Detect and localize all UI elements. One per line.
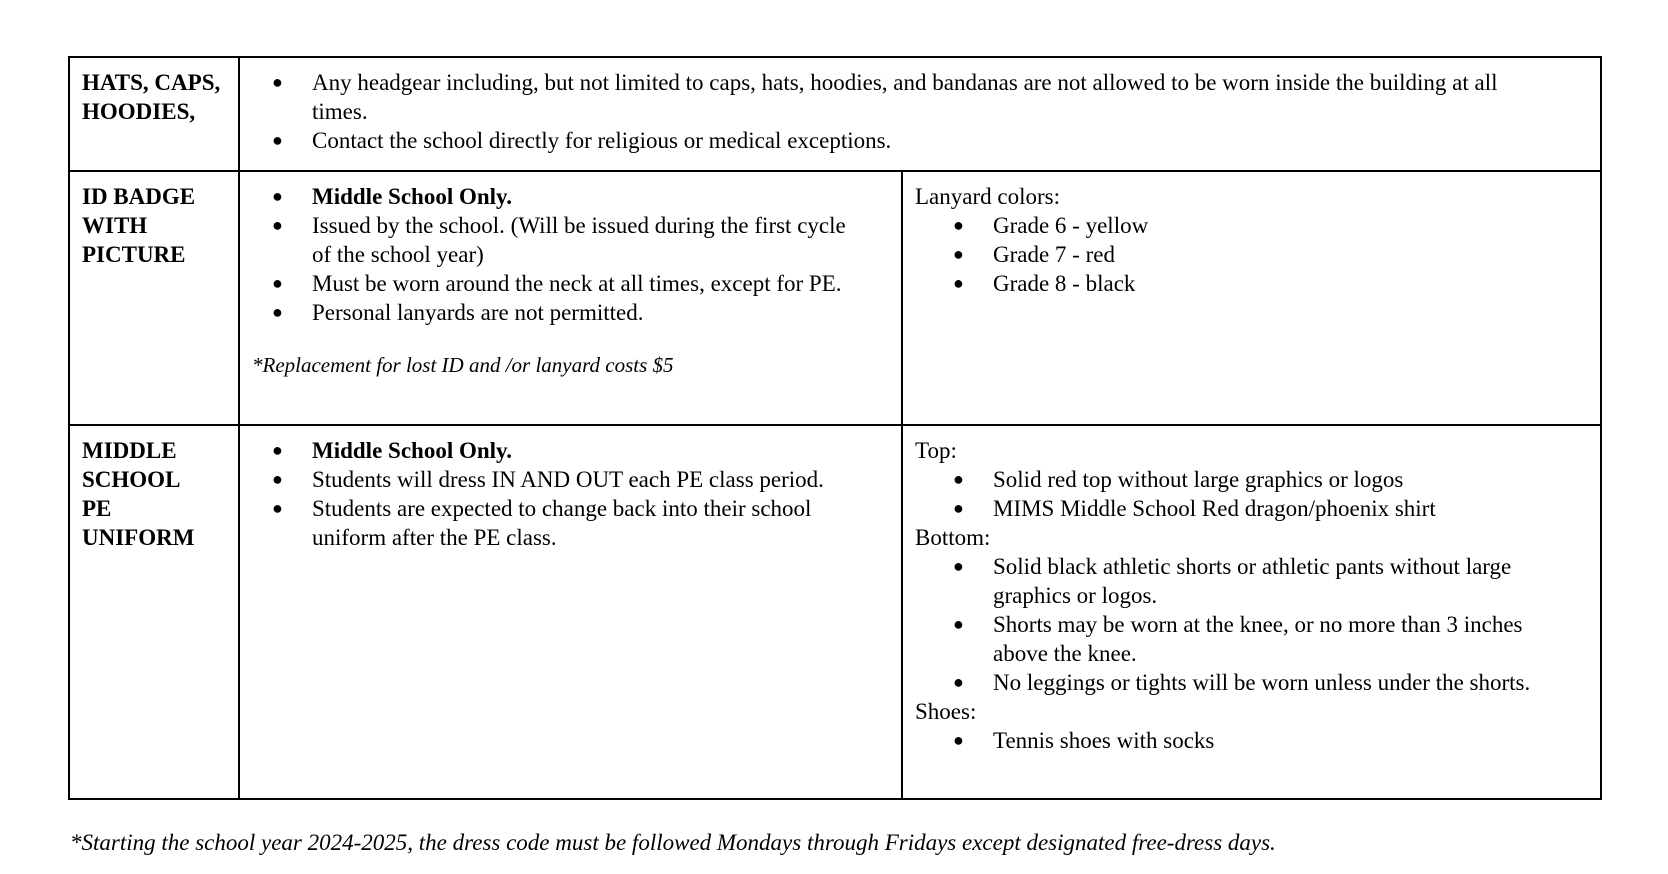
list-item: ● MIMS Middle School Red dragon/phoenix shirt <box>915 494 1540 523</box>
list-item: ● Must be worn around the neck at all times, except for PE. <box>252 269 851 298</box>
list-item: ● Students are expected to change back into their school uniform after the PE class. <box>252 494 851 552</box>
list-item: ● Personal lanyards are not permitted. <box>252 298 851 327</box>
row-label-line: HATS, CAPS, <box>82 70 221 95</box>
row-hats-caps-hoodies <box>69 57 1601 171</box>
replacement-cost-note: *Replacement for lost ID and /or lanyard costs $5 <box>252 353 674 377</box>
row-label-line: WITH <box>82 213 148 238</box>
list-item: ● Grade 8 - black <box>915 269 1588 298</box>
row-label-line: UNIFORM <box>82 525 195 550</box>
row-label-line: PICTURE <box>82 242 186 267</box>
dress-code-table <box>68 56 1602 800</box>
list-item: ● Shorts may be worn at the knee, or no more than 3 inches above the knee. <box>915 610 1540 668</box>
list-item: ● Middle School Only. <box>252 182 851 211</box>
row-label-line: ID BADGE <box>82 184 196 209</box>
list-item: ● Grade 6 - yellow <box>915 211 1588 240</box>
row-label-hats <box>69 57 239 171</box>
list-item: ● Solid black athletic shorts or athletic pants without large graphics or logos. <box>915 552 1540 610</box>
list-item: ● Contact the school directly for religious or medical exceptions. <box>252 126 1530 155</box>
list-item: ● Issued by the school. (Will be issued during the first cycle of the school year) <box>252 211 851 269</box>
top-heading: Top: <box>915 438 957 463</box>
list-item: ● Any headgear including, but not limited to caps, hats, hoodies, and bandanas are not allowed to be worn inside the building at all times. <box>252 68 1530 126</box>
row-label-line: PE <box>82 496 112 521</box>
row-label-line: MIDDLE <box>82 438 177 463</box>
lanyard-colors-cell <box>902 171 1601 425</box>
row-id-badge <box>69 171 1601 425</box>
shoes-heading: Shoes: <box>915 699 977 724</box>
list-item: ● Middle School Only. <box>252 436 851 465</box>
pe-rules-list <box>252 436 851 552</box>
lanyard-colors-list <box>915 211 1588 298</box>
bottom-list <box>915 552 1540 697</box>
id-badge-rules-list <box>252 182 851 327</box>
lanyard-colors-heading: Lanyard colors: <box>915 184 1060 209</box>
row-pe-uniform <box>69 425 1601 799</box>
row-label-id-badge <box>69 171 239 425</box>
row-label-pe-uniform <box>69 425 239 799</box>
top-list <box>915 465 1540 523</box>
list-item: ● Students will dress IN AND OUT each PE class period. <box>252 465 851 494</box>
pe-rules-cell <box>239 425 902 799</box>
hats-rules-cell <box>239 57 1601 171</box>
list-item: ● Solid red top without large graphics or logos <box>915 465 1540 494</box>
id-badge-rules-cell <box>239 171 902 425</box>
row-label-line: HOODIES, <box>82 99 196 124</box>
pe-uniform-details-cell <box>902 425 1601 799</box>
bottom-heading: Bottom: <box>915 525 991 550</box>
hats-rules-list <box>252 68 1530 155</box>
list-item: ● Tennis shoes with socks <box>915 726 1540 755</box>
list-item: ● No leggings or tights will be worn unless under the shorts. <box>915 668 1540 697</box>
school-year-footnote: *Starting the school year 2024-2025, the dress code must be followed Mondays through Fridays except designated free-dress days. <box>70 830 1276 855</box>
list-item: ● Grade 7 - red <box>915 240 1588 269</box>
shoes-list <box>915 726 1540 755</box>
row-label-line: SCHOOL <box>82 467 181 492</box>
